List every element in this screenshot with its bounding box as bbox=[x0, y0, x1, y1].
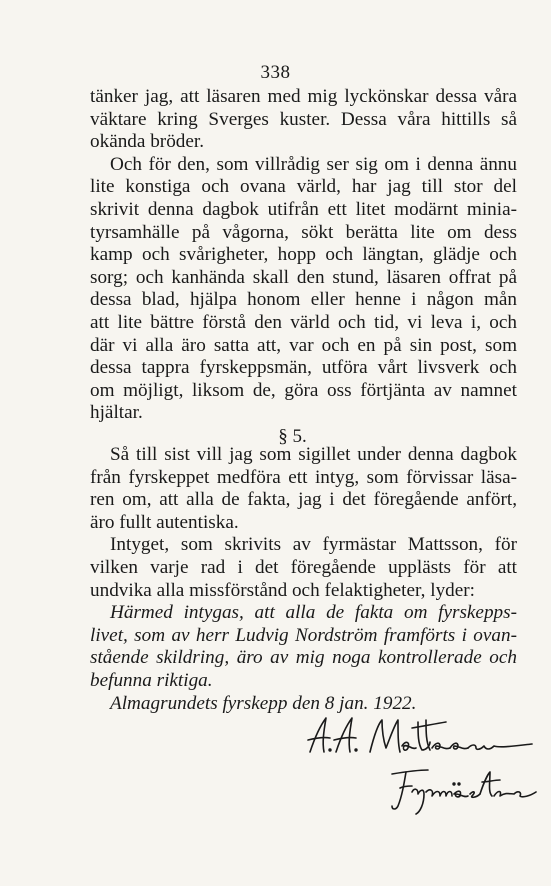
text-line: vilken varje rad i det föregående upplästs för att bbox=[90, 556, 517, 578]
body-text-upper bbox=[90, 86, 517, 425]
certificate-line: stående skildring, äro av mig noga kontrollerade och bbox=[90, 647, 517, 669]
text-line: där vi alla äro satta att, var och en på sin post, som bbox=[90, 334, 517, 356]
text-line: från fyrskeppet medföra ett intyg, som förvissar läsa- bbox=[90, 466, 517, 488]
text-line: att lite bättre förstå den värld och tid, vi leva i, och bbox=[90, 311, 517, 333]
text-line: undvika alla missförstånd och felaktigheter, lyder: bbox=[90, 579, 475, 601]
text-line: ren om, att alla de fakta, jag i det föregående anfört, bbox=[90, 489, 517, 511]
text-line: okända bröder. bbox=[90, 131, 205, 153]
certificate-place-date: Almagrundets fyrskepp den 8 jan. 1922. bbox=[110, 692, 417, 714]
body-text-lower bbox=[90, 444, 517, 715]
section-heading-text: § 5. bbox=[278, 426, 307, 447]
text-line: skrivit denna dagbok utifrån ett litet modärnt minia- bbox=[90, 198, 517, 220]
text-line: lite konstiga och ovana värld, har jag till stor del bbox=[90, 176, 517, 198]
text-line: sorg; och kanhända skall den stund, läsaren offrat på bbox=[90, 266, 517, 288]
text-line: Så till sist vill jag som sigillet under denna dagbok bbox=[110, 444, 517, 465]
text-line: om möjligt, liksom de, göra oss förtjänta av namnet bbox=[90, 379, 517, 401]
text-line: väktare kring Sverges kuster. Dessa våra hittills så bbox=[90, 108, 517, 130]
text-line: kamp och svårigheter, hopp och längtan, glädje och bbox=[90, 244, 517, 266]
text-line: Och för den, som villrådig ser sig om i denna ännu bbox=[110, 153, 517, 175]
text-line: äro fullt autentiska. bbox=[90, 511, 239, 533]
certificate-line: livet, som av herr Ludvig Nordström framförts i ovan- bbox=[90, 624, 517, 646]
text-line: tänker jag, att läsaren med mig lyckönskar dessa våra bbox=[90, 86, 517, 107]
text-line: hjältar. bbox=[90, 402, 143, 424]
handwritten-signature bbox=[300, 710, 540, 820]
certificate-line: befunna riktiga. bbox=[90, 669, 213, 691]
text-line: dessa tappra fyrskeppsmän, utföra vårt livsverk och bbox=[90, 357, 517, 379]
text-line: tyrsamhälle på vågorna, sökt berätta lite om dess bbox=[90, 221, 517, 243]
text-line: Intyget, som skrivits av fyrmästar Mattsson, för bbox=[110, 534, 517, 556]
page-number: 338 bbox=[260, 62, 291, 83]
text-line: dessa blad, hjälpa honom eller henne i någon mån bbox=[90, 289, 517, 311]
certificate-line: Härmed intygas, att alla de fakta om fyrskepps- bbox=[110, 602, 517, 624]
